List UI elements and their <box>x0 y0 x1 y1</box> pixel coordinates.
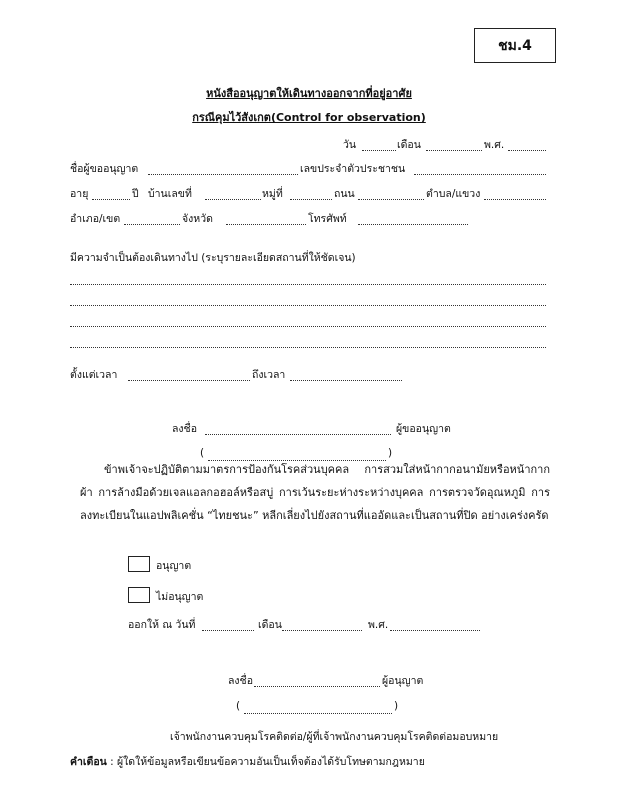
age-label: อายุ <box>70 188 89 200</box>
id-number-field[interactable] <box>414 174 546 175</box>
approve-checkbox[interactable] <box>128 556 150 572</box>
phone-field[interactable] <box>358 224 468 225</box>
time-from-label: ตั้งแต่เวลา <box>70 369 118 381</box>
road-label: ถนน <box>334 188 355 200</box>
applicant-name-field[interactable] <box>148 174 298 175</box>
warning-label: คำเตือน <box>70 756 107 768</box>
district-label: อำเภอ/เขต <box>70 213 121 225</box>
deny-label: ไม่อนุญาต <box>156 591 204 603</box>
years-label: ปี <box>132 188 139 200</box>
warning-line <box>70 753 425 770</box>
deny-checkbox[interactable] <box>128 587 150 603</box>
declaration-paragraph <box>80 458 550 527</box>
applicant-name-label: ชื่อผู้ขออนุญาต <box>70 163 139 175</box>
officer-printed-name-field[interactable] <box>244 713 392 714</box>
time-to-label: ถึงเวลา <box>252 369 286 381</box>
house-no-label: บ้านเลขที่ <box>148 188 192 200</box>
officer-sign-label: ลงชื่อ <box>228 675 253 687</box>
month-label: เดือน <box>397 139 421 151</box>
province-field[interactable] <box>226 224 306 225</box>
province-label: จังหวัด <box>182 213 213 225</box>
declaration-text: ข้าพเจ้าจะปฏิบัติตามมาตรการป้องกันโรคส่วนบุคคล การสวมใส่หน้ากากอนามัยหรือหน้ากากผ้า การล้างมือด้วยเจลแอลกอฮอล์หรือสบู่ การเว้นระยะห่างระหว่างบุคคล การตรวจวัดอุณหภูมิ การลงทะเบียนในแอปพลิเคชั่น “ไทยชนะ” หลีกเลี่ยงไปยังสถานที่แออัดและเป็นสถานที่ปิด อย่างเคร่งครัด <box>80 463 550 522</box>
necessity-label: มีความจำเป็นต้องเดินทางไป (ระบุรายละเอียดสถานที่ให้ชัดเจน) <box>70 252 356 264</box>
form-code: ชม.4 <box>498 37 532 54</box>
officer-signature-field[interactable] <box>254 686 380 687</box>
issued-month-field[interactable] <box>282 630 362 631</box>
necessity-line-1[interactable] <box>70 284 546 285</box>
subdistrict-field[interactable] <box>484 199 546 200</box>
district-field[interactable] <box>124 224 180 225</box>
id-number-label: เลขประจำตัวประชาชน <box>300 163 406 175</box>
road-field[interactable] <box>358 199 424 200</box>
applicant-sign-label: ลงชื่อ <box>172 423 197 435</box>
issued-year-label: พ.ศ. <box>368 619 389 631</box>
officer-role-label: ผู้อนุญาต <box>382 675 424 687</box>
necessity-line-2[interactable] <box>70 305 546 306</box>
moo-field[interactable] <box>290 199 332 200</box>
officer-title: เจ้าพนักงานควบคุมโรคติดต่อ/ผู้ที่เจ้าพนักงานควบคุมโรคติดต่อมอบหมาย <box>170 731 499 743</box>
issued-label: ออกให้ ณ วันที่ <box>128 619 196 631</box>
issued-day-field[interactable] <box>202 630 254 631</box>
applicant-open-paren: ( <box>200 447 205 459</box>
year-label: พ.ศ. <box>484 139 505 151</box>
issued-year-field[interactable] <box>390 630 480 631</box>
applicant-close-paren: ) <box>388 447 393 459</box>
moo-label: หมู่ที่ <box>262 188 283 200</box>
form-title: หนังสืออนุญาตให้เดินทางออกจากที่อยู่อาศัย <box>206 87 412 100</box>
necessity-line-3[interactable] <box>70 326 546 327</box>
officer-open-paren: ( <box>236 700 241 712</box>
officer-close-paren: ) <box>394 700 399 712</box>
age-field[interactable] <box>92 199 130 200</box>
subdistrict-label: ตำบล/แขวง <box>426 188 481 200</box>
time-from-field[interactable] <box>128 380 250 381</box>
year-field[interactable] <box>508 150 546 151</box>
applicant-role-label: ผู้ขออนุญาต <box>396 423 451 435</box>
house-no-field[interactable] <box>205 199 261 200</box>
form-subtitle: กรณีคุมไว้สังเกต(Control for observation) <box>192 111 426 124</box>
form-code-box <box>474 28 556 63</box>
warning-text: : ผู้ใดให้ข้อมูลหรือเขียนข้อความอันเป็นเท็จต้องได้รับโทษตามกฎหมาย <box>106 756 425 768</box>
applicant-signature-field[interactable] <box>205 434 391 435</box>
day-field[interactable] <box>362 150 396 151</box>
month-field[interactable] <box>426 150 482 151</box>
phone-label: โทรศัพท์ <box>308 213 347 225</box>
necessity-line-4[interactable] <box>70 347 546 348</box>
day-label: วัน <box>343 139 357 151</box>
issued-month-label: เดือน <box>258 619 282 631</box>
time-to-field[interactable] <box>290 380 402 381</box>
approve-label: อนุญาต <box>156 560 192 572</box>
